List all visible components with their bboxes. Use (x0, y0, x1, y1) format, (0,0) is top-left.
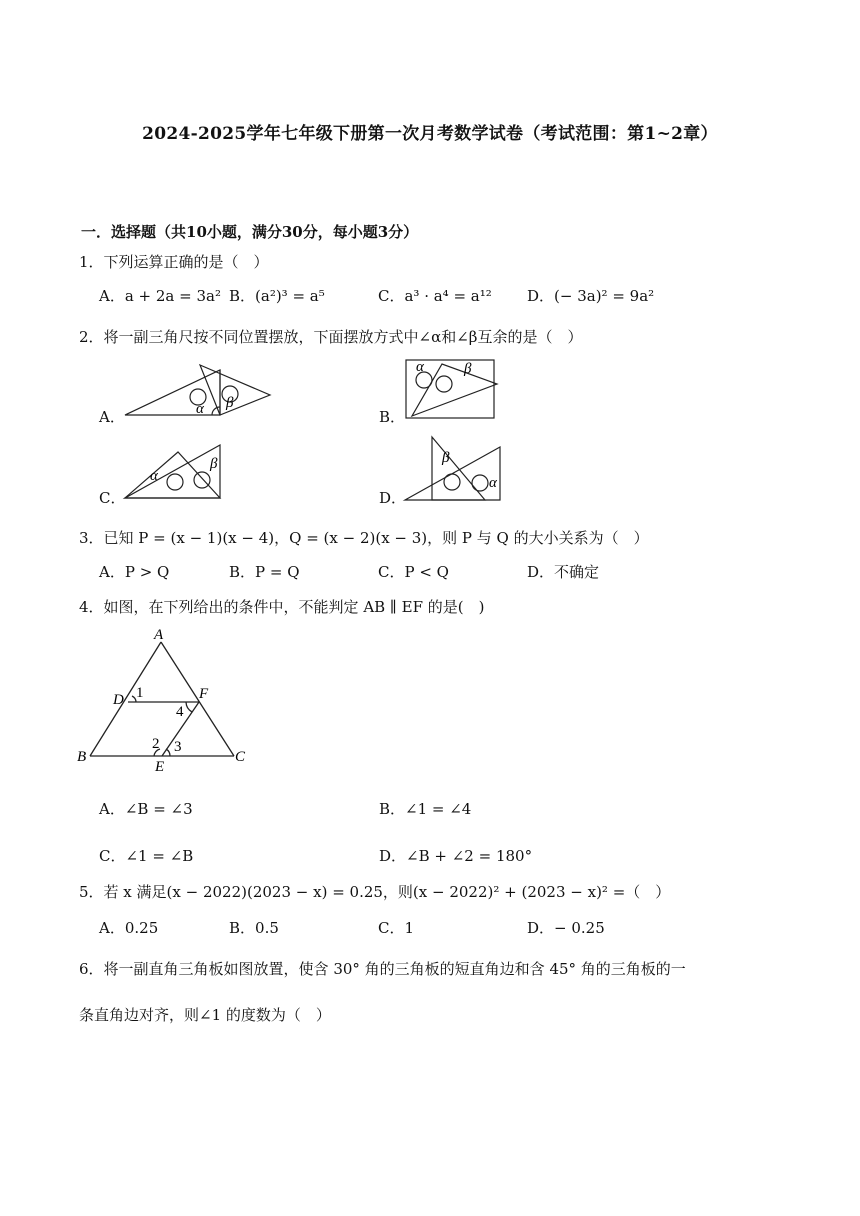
question-6-line-1: 6．将一副直角三角板如图放置，使含 30° 角的三角板的短直角边和含 45° 角的三角板的一 (79, 960, 686, 978)
question-2-option-d[interactable]: D． (379, 489, 407, 507)
beta-label: β (226, 395, 234, 411)
question-3-option-d[interactable]: D．不确定 (527, 563, 600, 581)
question-4-stem: 4．如图，在下列给出的条件中，不能判定 AB ∥ EF 的是( ) (79, 598, 485, 616)
beta-label: β (442, 450, 450, 466)
page-title: 2024-2025学年七年级下册第一次月考数学试卷（考试范围：第1~2章） (142, 124, 718, 144)
question-1-option-b[interactable]: B．(a²)³ = a⁵ (229, 287, 325, 305)
angle-2-label: 2 (152, 736, 160, 752)
question-5-option-c[interactable]: C．1 (378, 919, 415, 937)
angle-3-label: 3 (174, 739, 182, 755)
question-4-option-b[interactable]: B．∠1 = ∠4 (379, 800, 472, 818)
alpha-label: α (489, 475, 497, 491)
point-a-label: A (154, 627, 164, 643)
question-2-option-c[interactable]: C． (99, 489, 126, 507)
alpha-label: α (416, 359, 424, 375)
question-4-figure (74, 624, 254, 774)
point-e-label: E (155, 759, 165, 774)
question-2-stem: 2．将一副三角尺按不同位置摆放，下面摆放方式中∠α和∠β互余的是（ ） (79, 328, 583, 346)
section-heading: 一．选择题（共10小题，满分30分，每小题3分） (81, 223, 419, 241)
question-4-option-d[interactable]: D．∠B + ∠2 = 180° (379, 847, 533, 865)
question-1-option-c[interactable]: C．a³ · a⁴ = a¹² (378, 287, 492, 305)
beta-label: β (210, 456, 218, 472)
question-5-option-b[interactable]: B．0.5 (229, 919, 279, 937)
point-d-label: D (113, 692, 124, 708)
question-2-option-b[interactable]: B． (379, 408, 406, 426)
point-b-label: B (77, 749, 87, 765)
point-f-label: F (199, 686, 209, 702)
question-6-line-2: 条直角边对齐，则∠1 的度数为（ ） (79, 1006, 331, 1024)
question-3-option-b[interactable]: B．P = Q (229, 563, 300, 581)
question-1-option-a[interactable]: A．a + 2a = 3a² (99, 287, 221, 305)
question-4-option-c[interactable]: C．∠1 = ∠B (99, 847, 194, 865)
angle-1-label: 1 (136, 685, 144, 701)
alpha-label: α (196, 401, 204, 417)
question-3-option-a[interactable]: A．P > Q (99, 563, 170, 581)
question-5-option-a[interactable]: A．0.25 (99, 919, 159, 937)
question-5-option-d[interactable]: D．− 0.25 (527, 919, 605, 937)
question-5-stem: 5．若 x 满足(x − 2022)(2023 − x) = 0.25，则(x − 2022)² + (2023 − x)² =（ ） (79, 883, 671, 901)
question-3-option-c[interactable]: C．P < Q (378, 563, 449, 581)
question-1-option-d[interactable]: D．(− 3a)² = 9a² (527, 287, 655, 305)
alpha-label: α (150, 468, 158, 484)
question-2-option-a[interactable]: A． (99, 408, 125, 426)
point-c-label: C (235, 749, 246, 765)
question-2-figure-a (120, 360, 275, 420)
question-3-stem: 3．已知 P = (x − 1)(x − 4)，Q = (x − 2)(x − 3)，则 P 与 Q 的大小关系为（ ） (79, 529, 649, 547)
beta-label: β (464, 361, 472, 377)
question-2-figure-c (120, 440, 230, 502)
question-2-figure-b (402, 356, 502, 421)
question-1-stem: 1．下列运算正确的是（ ） (79, 253, 269, 271)
question-4-option-a[interactable]: A．∠B = ∠3 (99, 800, 193, 818)
question-2-figure-d (400, 432, 505, 504)
angle-4-label: 4 (176, 704, 184, 720)
